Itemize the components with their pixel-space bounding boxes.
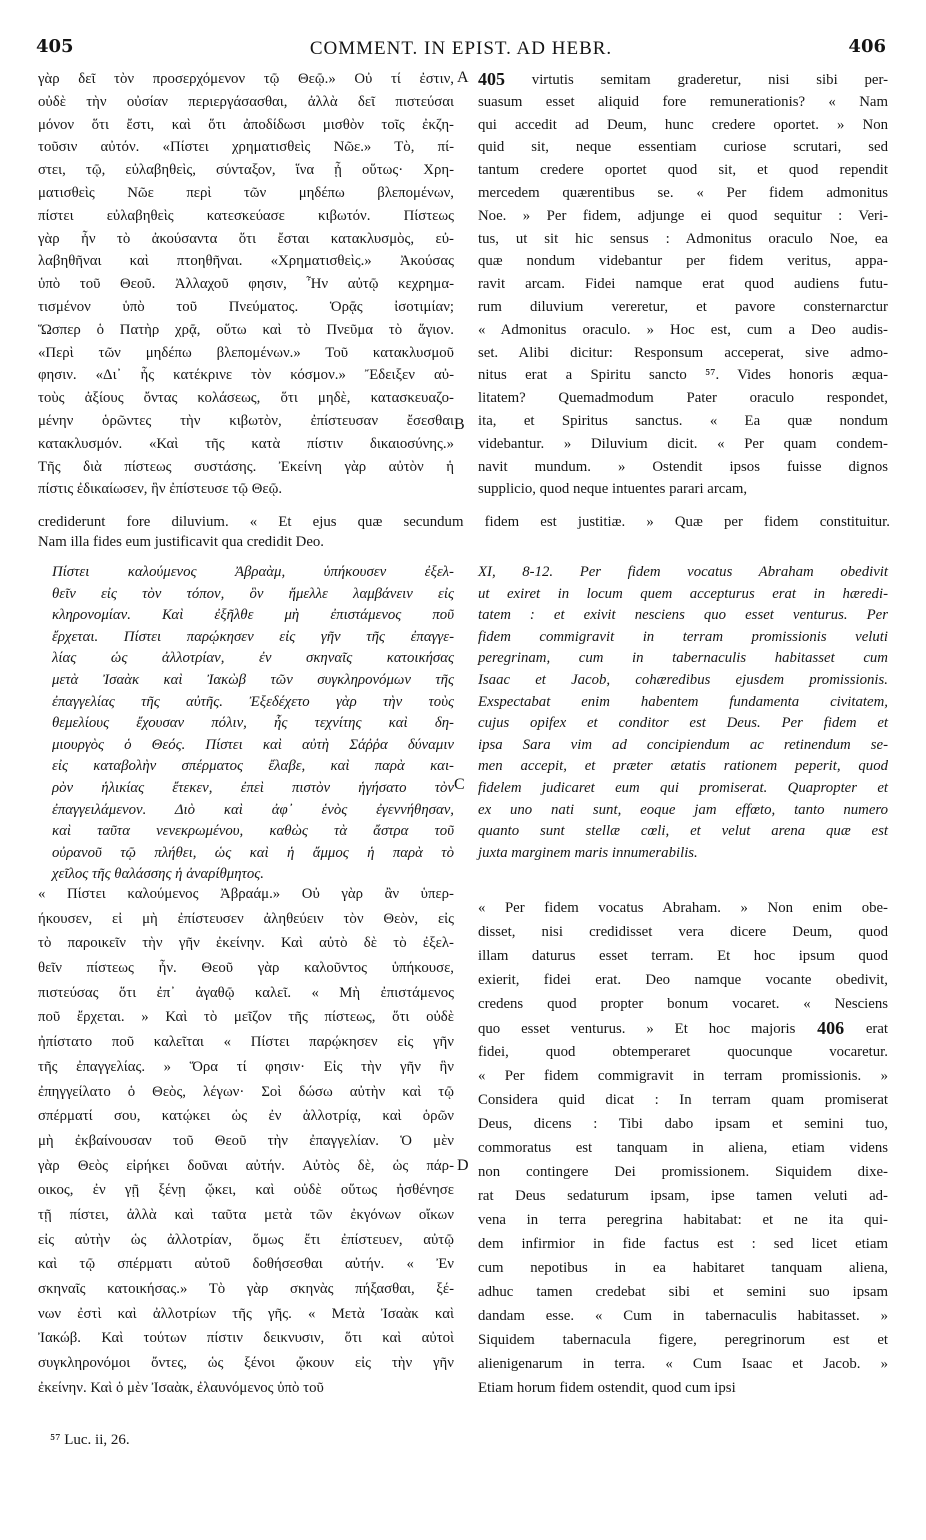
- text-line: οὐρανοῦ τῷ πλήθει, ὡς καὶ ἡ ἄμμος ἡ παρὰ τὸ: [52, 844, 454, 861]
- text-line: πίστει εὐλαβηθεὶς κατεσκεύασε κιβωτόν. Πίστεως: [38, 207, 454, 224]
- text-line: τὸ παροικεῖν τὴν γῆν ἐκείνην. Καὶ αὐτὸ δὲ τὸ ἐξελ-: [38, 935, 454, 952]
- text-line: vena in terra peregrina habitabat: et ne ita qui-: [478, 1212, 888, 1228]
- text-line: XI, 8-12. Per fidem vocatus Abraham obedivit: [478, 564, 888, 580]
- text-line: θεῖν πίστεως ἦν. Θεοῦ γὰρ καλοῦντος ὑπήκουσε,: [38, 960, 454, 977]
- text-line: quanto sunt stellæ cœli, et velut arena quæ est: [478, 823, 888, 840]
- right-page-number: 406: [848, 36, 886, 57]
- text-line: Considera quid dicat : In terram quam promiserat: [478, 1092, 888, 1108]
- text-line: καὶ ταῦτα νενεκρωμένου, καθὼς τὰ ἄστρα τοῦ: [52, 823, 454, 840]
- text-line: [478, 1016, 888, 1040]
- text-line: ἔρχεται. Πίστει παρῴκησεν εἰς γῆν τῆς ἐπαγγε-: [52, 628, 454, 645]
- text-line: γὰρ ἦν τὸ ἀκούσαντα ὅτι ἔσται κατακλυσμὸς, εὐ-: [38, 230, 454, 247]
- text-line: Deus, dicens : Tibi dabo ipsam et semini tuo,: [478, 1116, 888, 1132]
- text-line: exierit, fidei erat. Deo namque vocante obedivit,: [478, 972, 888, 988]
- text-line: suasum esset aliquid fore remunerationis? « Nam: [478, 93, 888, 110]
- text-line: ἠπίστατο ποῦ καλεῖται « Πίστει παρῴκησεν εἰς γῆν: [38, 1034, 454, 1051]
- margin-letter-b: B: [454, 416, 465, 433]
- latin-column-2: [478, 896, 888, 1400]
- text-line: γὰρ Θεὸς εἰρήκει δοῦναι αὐτήν. Αὐτὸς δὲ, ὡς πάρ-: [38, 1157, 454, 1174]
- text-line: tantum credere oportet quod sit, et quod rependit: [478, 162, 888, 179]
- nam-line: Nam illa fides eum justificavit qua credidit Deo.: [38, 534, 324, 550]
- text-line: rum diluvium vereretur, et pavore consternarctur: [478, 298, 888, 315]
- text-line: « Πίστει καλούμενος Ἀβραάμ.» Οὐ γὰρ ἂν ὑπερ-: [38, 886, 454, 902]
- text-line: ex uno nati sunt, eoque jam effœto, tanto numero: [478, 801, 888, 818]
- text-line: ἐπαγγελίας τῆς αὐτῆς. Ἐξεδέχετο γὰρ τὴν τοὺς: [52, 693, 454, 710]
- text-line: εἰς καταβολὴν σπέρματος ἔλαβε, καὶ παρὰ και-: [52, 758, 454, 775]
- text-line: πίστις ἐδικαίωσεν, ἣν ἐπίστευσε τῷ Θεῷ.: [38, 481, 283, 498]
- text-line: tatem : et exivit nesciens quo esset venturus. Per: [478, 607, 888, 624]
- text-line: « Per fidem vocatus Abraham. » Non enim obe-: [478, 900, 888, 916]
- greek-column-1: [38, 68, 454, 501]
- text-line: μιουργὸς ὁ Θεός. Πίστει καὶ αὐτὴ Σάῤῥα δύναμιν: [52, 736, 454, 753]
- text-line: [478, 68, 888, 91]
- left-page-number: 405: [36, 36, 74, 57]
- running-header: [36, 36, 886, 66]
- full-width-line: crediderunt fore diluvium. « Et ejus quæ secundum fidem est justitiæ. » Quæ per fidem constituitur.: [38, 514, 890, 530]
- text-line: τῆς ἐπαγγελίας. » Ὅρα τί φησιν· Εἰς τὴν γῆν ἣν: [38, 1058, 454, 1075]
- text-line: tus, ut sit hic sensus : Admonitus oraculo Noe, ea: [478, 230, 888, 247]
- text-line: quid sit, neque essentiam curiose scrutari, sed: [478, 139, 888, 156]
- text-line: Ὥσπερ ὁ Πατὴρ χρᾷ, οὕτω καὶ τὸ Πνεῦμα τὸ ἅγιον.: [38, 321, 454, 338]
- text-line: οικος, ἐν γῇ ξένῃ ᾤκει, καὶ οὐδὲ οὕτως ἠσθένησε: [38, 1182, 454, 1199]
- text-line: λίας ὡς ἀλλοτρίαν, ἐν σκηναῖς κατοικήσας: [52, 650, 454, 667]
- text-line: Siquidem tabernacula figere, peregrinorum est et: [478, 1332, 888, 1348]
- text-line: ἐπηγγείλατο ὁ Θεὸς, λέγων· Σοὶ δώσω αὐτὴν καὶ τῷ: [38, 1083, 454, 1100]
- margin-letter-d: D: [457, 1157, 469, 1174]
- text-span: quo esset venturus. » Et hoc majoris: [478, 1021, 796, 1037]
- text-line: supplicio, quod neque intuentes parari arcam,: [478, 481, 748, 498]
- text-line: adhuc tamen credebat sibi et semini suo ipsam: [478, 1284, 888, 1300]
- text-line: ipsa Sara vim ad concipiendum ac retinendum se-: [478, 736, 888, 753]
- text-line: qui accedit ad Deum, hunc credere oportet. » Non: [478, 116, 888, 133]
- text-line: men accepit, et præter ætatis rationem peperit, quod: [478, 758, 888, 775]
- text-line: alienigenarum in terra. « Cum Isaac et Jacob. »: [478, 1356, 888, 1372]
- text-line: νων ἐστὶ καὶ ἀλλοτρίων τῆς γῆς. « Μετὰ Ἰσαὰκ καὶ: [38, 1305, 454, 1322]
- text-line: Etiam horum fidem ostendit, quod cum ipsi: [478, 1380, 736, 1396]
- text-line: ita, et Spiritus sanctus. « Ea quæ nondum: [478, 412, 888, 429]
- text-line: θεῖν εἰς τὸν τόπον, ὃν ἤμελλε λαμβάνειν εἰς: [52, 585, 454, 602]
- text-line: dandam esse. « Cum in tabernaculis habitasset. »: [478, 1308, 888, 1324]
- text-line: οὐδὲ τὴν οὐσίαν περιεργάσασθαι, ἀλλὰ δεῖ πιστεύσαι: [38, 93, 454, 110]
- text-line: rat Deus sedaturum ipsam, ipse tamen veluti ad-: [478, 1188, 888, 1204]
- text-line: Ἰακώβ. Καὶ τούτων πίστιν δεικνυσιν, ὅτι καὶ αὐτοὶ: [38, 1330, 454, 1347]
- margin-letter-c: C: [454, 776, 465, 793]
- text-span: virtutis semitam graderetur, nisi sibi per-: [505, 72, 888, 88]
- text-line: Τῆς διὰ πίστεως συστάσης. Ἐκείνη γὰρ αὐτὸν ἡ: [38, 458, 454, 475]
- text-line: τοῦσιν αὐτόν. «Πίστει χρηματισθεὶς Νῶε.» Τὸ, πί-: [38, 139, 454, 156]
- margin-letter-a: A: [457, 69, 469, 86]
- text-line: ut exiret in locum quem accepturus erat in hæredi-: [478, 585, 888, 602]
- text-line: καὶ τῷ σπέρματι αὐτοῦ δοθήσεσθαι αὐτήν. « Ἐν: [38, 1256, 454, 1273]
- text-line: fidelem judicaret eum qui promiserat. Quapropter et: [478, 779, 888, 796]
- text-line: μόνον ὅτι ἔστι, καὶ ὅτι ἀποδίδωσι μισθὸν τοῖς ἐκζη-: [38, 116, 454, 133]
- text-line: πιστεύσας ὅτι ἐπ᾽ ἀγαθῷ καλεῖ. « Μὴ ἐπιστάμενος: [38, 984, 454, 1001]
- text-line: ρὸν ἡλικίας ἔτεκεν, ἐπεὶ πιστὸν ἡγήσατο τὸν: [52, 779, 454, 796]
- text-line: quæ nondum videbantur per fidem veritus, appa-: [478, 253, 888, 270]
- text-line: μετὰ Ἰσαὰκ καὶ Ἰακὼβ τῶν συγκληρονόμων τῆς: [52, 671, 454, 688]
- text-line: «Περὶ τῶν μηδέπω βλεπομένων.» Τοῦ κατακλυσμοῦ: [38, 344, 454, 361]
- text-line: mercedem quærentibus se. « Per fidem admonitus: [478, 184, 888, 201]
- text-line: σκηναῖς κατοικήσας.» Τὸ γὰρ σκηνὰς πήξασθαι, ξέ-: [38, 1281, 454, 1297]
- text-line: credens quod propter bonum vocaret. « Nesciens: [478, 996, 888, 1012]
- text-line: μὴ ἐκβαίνουσαν τοῦ Θεοῦ τὴν ἐπαγγελίαν. Ὁ μὲν: [38, 1132, 454, 1149]
- text-line: τισμένον ὑπὸ τοῦ Πνεύματος. Ὁρᾷς ἰσοτιμίαν;: [38, 298, 454, 315]
- text-line: τοὺς ἀξίους ὄντας κολάσεως, ὅτι μηδὲ, κατασκευαζο-: [38, 390, 454, 407]
- greek-column-2: [38, 882, 454, 1400]
- text-line: set. Alibi dicitur: Responsum acceperat, sive admo-: [478, 344, 888, 361]
- latin-scripture-block: [478, 562, 888, 864]
- text-line: litatem? Quemadmodum Pater oraculo respondet,: [478, 390, 888, 407]
- text-line: disset, nisi credidisset vera dicere Deum, quod: [478, 924, 888, 940]
- text-line: ἐκείνην. Καὶ ὁ μὲν Ἰσαὰκ, ἐλαυνόμενος ὑπὸ τοῦ: [38, 1379, 324, 1396]
- text-line: ἐπαγγειλάμενον. Διὸ καὶ ἀφ᾽ ἑνὸς ἐγεννήθησαν,: [52, 801, 454, 818]
- footnote: ⁵⁷ Luc. ii, 26.: [50, 1432, 130, 1448]
- text-line: navit mundum. » Ostendit ipsos fuisse dignos: [478, 458, 888, 475]
- text-line: cujus opifex et conditor est Deus. Per fidem et: [478, 715, 888, 732]
- text-line: σπέρματί σου, κατῴκει ὡς ἐν ἀλλοτρίᾳ, καὶ ὁρῶν: [38, 1108, 454, 1125]
- text-line: commoratus est tanquam in aliena, etiam videns: [478, 1140, 888, 1156]
- text-line: « Admonitus oraculo. » Hoc est, cum a Deo audis-: [478, 321, 888, 338]
- text-line: στει, τῷ, εὐλαβηθεὶς, σύνταξον, ἵνα ᾖ οὕτως· Χρη-: [38, 162, 454, 179]
- text-line: κατακλυσμόν. «Καὶ τῆς κατὰ πίστιν δικαιοσύνης.»: [38, 435, 454, 452]
- text-line: fidei, quod obtemperaret quocunque vocaretur.: [478, 1044, 888, 1060]
- text-line: χεῖλος τῆς θαλάσσης ἡ ἀναρίθμητος.: [52, 866, 264, 883]
- text-line: θεμελίους ἔχουσαν πόλιν, ἧς τεχνίτης καὶ δη-: [52, 715, 454, 732]
- text-line: μένην ὁρῶντες τὴν κιβωτὸν, ἐπίστευσαν ἔσεσθαι: [38, 412, 454, 429]
- text-line: videbantur. » Diluvium dicit. « Per quam condem-: [478, 435, 888, 452]
- text-span: erat: [865, 1021, 889, 1037]
- column-marker-406: 406: [795, 1018, 866, 1038]
- greek-scripture-block: [52, 562, 454, 886]
- text-line: Noe. » Per fidem, adjunge ei quod sequitur : Veri-: [478, 207, 888, 224]
- text-line: fidem commigravit in terram promissionis veluti: [478, 628, 888, 645]
- text-line: Exspectabat enim habentem fundamenta civitatem,: [478, 693, 888, 710]
- text-line: τῇ πίστει, ἀλλὰ καὶ ταῦτα μετὰ τῶν ἐκγόνων οἴκων: [38, 1206, 454, 1223]
- text-line: peregrinam, cum in tabernaculis habitasset cum: [478, 650, 888, 667]
- text-line: ματισθεὶς Νῶε περὶ τῶν μηδέπω βλεπομένων,: [38, 184, 454, 201]
- text-line: ravit arcam. Fidei namque erat quod audiens futu-: [478, 276, 888, 293]
- latin-column-1: [478, 68, 888, 501]
- text-line: γὰρ δεῖ τὸν προσερχόμενον τῷ Θεῷ.» Οὐ τί ἐστιν,: [38, 71, 454, 87]
- text-line: κληρονομίαν. Καὶ ἐξῆλθε μὴ ἐπιστάμενος ποῦ: [52, 607, 454, 624]
- text-line: ποῦ ἔρχεται. » Καὶ τὸ μεῖζον τῆς πίστεως, ὅτι οὐδὲ: [38, 1009, 454, 1026]
- column-marker-405: 405: [478, 69, 505, 89]
- text-line: dem infirmior in fide factus est : sed licet etiam: [478, 1236, 888, 1252]
- text-line: nitus erat a Spiritu sancto ⁵⁷. Vides honoris æqua-: [478, 367, 888, 384]
- text-line: εἰς αὐτὴν ὡς ἀλλοτρίαν, ὅμως ἔτι ἐπίστευεν, αὐτῷ: [38, 1231, 454, 1248]
- running-title: COMMENT. IN EPIST. AD HEBR.: [309, 38, 613, 59]
- text-line: cum nepotibus in ea habitaret tanquam aliena,: [478, 1260, 888, 1276]
- text-line: non contingere Dei promissionem. Siquidem dixe-: [478, 1164, 888, 1180]
- text-line: « Per fidem commigravit in terram promissionis. »: [478, 1068, 888, 1084]
- text-line: Isaac et Jacob, cohæredibus ejusdem promissionis.: [478, 671, 888, 688]
- text-line: φησιν. «Δι᾽ ἧς κατέκρινε τὸν κόσμον.» Ἔδειξεν αὐ-: [38, 367, 454, 384]
- text-line: ὑπὸ τοῦ Θεοῦ. Ἀλλαχοῦ φησιν, Ἦν αὐτῷ κεχρημα-: [38, 276, 454, 293]
- text-line: ήκουσεν, εἰ μὴ ἐπίστευσεν ἀληθεύειν τὸν Θεὸν, εἰς: [38, 910, 454, 927]
- text-line: illam daturus esset terram. Et hoc ipsum quod: [478, 948, 888, 964]
- text-line: juxta marginem maris innumerabilis.: [478, 844, 698, 861]
- text-line: λαβηθῆναι καὶ πτοηθῆναι. «Χρηματισθεὶς.» Ἀκούσας: [38, 253, 454, 270]
- text-line: Πίστει καλούμενος Ἀβραὰμ, ὑπήκουσεν ἐξελ-: [52, 564, 454, 580]
- text-line: συγκληρονόμοι ὄντες, ὡς ξένοι ᾤκουν εἰς τὴν γῆν: [38, 1355, 454, 1372]
